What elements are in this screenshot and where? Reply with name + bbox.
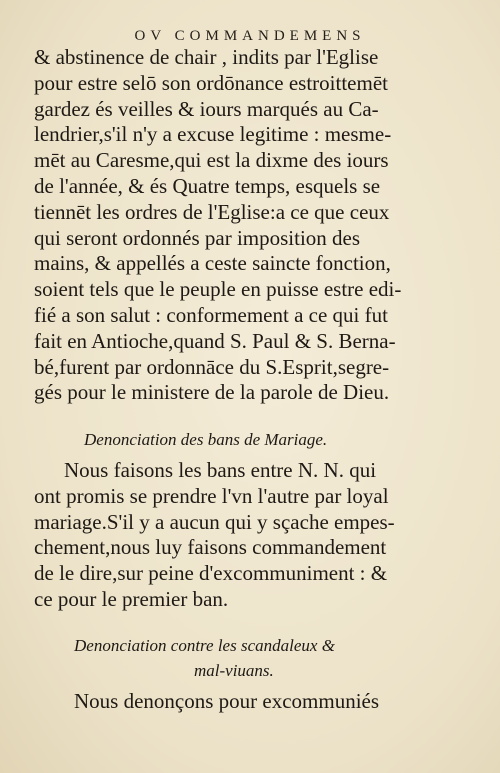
section-title-continued: mal-viuans.	[194, 661, 274, 680]
text-line: chement,nous luy faisons commandement	[34, 535, 387, 560]
text-line: mariage.S'il y a aucun qui y sçache empes-	[34, 509, 395, 534]
text-line: de le dire,sur peine d'excommuniment : &	[34, 561, 388, 586]
text-line: Nous faisons les bans entre N. N. qui	[64, 458, 377, 482]
text-line: gardez és veilles & iours marqués au Ca-	[34, 96, 379, 121]
section-title: Denonciation des bans de Mariage.	[84, 430, 328, 449]
text-line: & abstinence de chair , indits par l'Eglise	[34, 45, 379, 69]
text-line: de l'année, & és Quatre temps, esquels se	[34, 173, 381, 198]
text-line: gés pour le ministere de la parole de Dieu.	[34, 380, 390, 405]
text-line: ont promis se prendre l'vn l'autre par loyal	[34, 483, 389, 508]
text-line: mains, & appellés a ceste saincte fonction,	[34, 251, 391, 276]
text-line: ce pour le premier ban.	[34, 586, 229, 611]
text-line: soient tels que le peuple en puisse estre edi-	[34, 277, 402, 302]
running-head: OV COMMANDEMENS	[134, 28, 366, 44]
text-line: fié a son salut : conformement a ce qui fut	[34, 302, 388, 327]
text-line: mēt au Caresme,qui est la dixme des iours	[34, 148, 389, 173]
section-title: Denonciation contre les scandaleux &	[74, 636, 335, 655]
text-line: bé,furent par ordonnāce du S.Esprit,segre-	[34, 354, 390, 379]
text-line: pour estre selō son ordōnance estroittemēt	[34, 70, 388, 95]
text-line: Nous denonçons pour excommuniés	[74, 689, 380, 713]
text-line: tiennēt les ordres de l'Eglise:a ce que ceux	[34, 199, 390, 224]
text-line: fait en Antioche,quand S. Paul & S. Bernа-	[34, 328, 396, 353]
text-line: qui seront ordonnés par imposition des	[34, 225, 361, 250]
paragraph-1	[34, 45, 446, 406]
text-line: lendrier,s'il n'y a excuse legitime : mesme-	[34, 122, 392, 147]
